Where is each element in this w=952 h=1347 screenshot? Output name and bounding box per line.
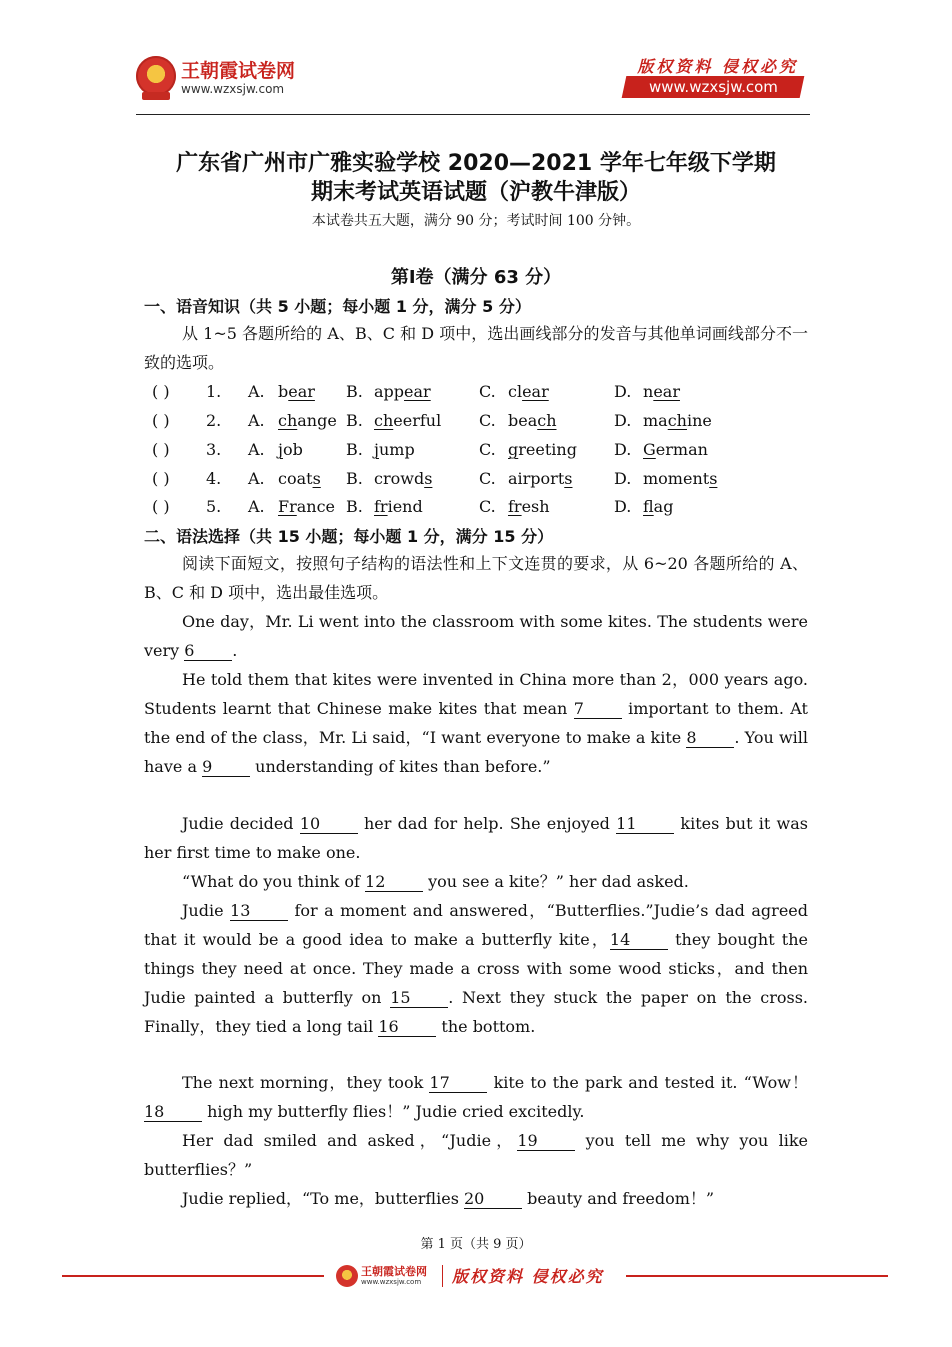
- underlined-part: ear: [288, 382, 315, 401]
- footer-divider: [442, 1265, 443, 1287]
- option-word: jump: [374, 440, 415, 459]
- underlined-part: ch: [667, 411, 687, 430]
- answer-blank: ( ): [152, 469, 170, 488]
- answer-blank: ( ): [152, 382, 170, 401]
- option-letter: A.: [248, 411, 265, 430]
- underlined-part: ch: [537, 411, 557, 430]
- blank-18: 18: [144, 1103, 202, 1122]
- blank-20: 20: [464, 1190, 522, 1209]
- option-letter: D.: [614, 469, 632, 488]
- option-word: flag: [643, 497, 674, 516]
- underlined-part: s: [564, 469, 573, 488]
- option-word: beach: [508, 411, 557, 430]
- underlined-part: j: [278, 440, 283, 459]
- underlined-part: s: [709, 469, 718, 488]
- blank-12: 12: [365, 873, 423, 892]
- option-letter: A.: [248, 469, 265, 488]
- answer-blank: ( ): [152, 497, 170, 516]
- option-word: bear: [278, 382, 315, 401]
- underlined-part: j: [374, 440, 379, 459]
- header-divider: [136, 114, 810, 115]
- section2-instruction: 阅读下面短文，按照句子结构的语法性和上下文连贯的要求，从 6~20 各题所给的 A、B、C 和 D 项中，选出最佳选项。: [144, 554, 808, 602]
- option-word: fresh: [508, 497, 550, 516]
- blank-7: 7: [574, 700, 622, 719]
- underlined-part: ch: [278, 411, 298, 430]
- blank-16: 16: [378, 1018, 436, 1037]
- passage-paragraph: Judie replied，“To me，butterflies 20 beauty and freedom！”: [182, 1189, 715, 1208]
- underlined-part: ear: [404, 382, 431, 401]
- section1-heading: 一、语音知识（共 5 小题；每小题 1 分，满分 5 分）: [144, 297, 531, 316]
- underlined-part: s: [424, 469, 433, 488]
- question-number: 2.: [206, 411, 222, 430]
- phonetics-row: [144, 497, 824, 525]
- blank-19: 19: [517, 1132, 575, 1151]
- footer-line-right: [626, 1275, 888, 1277]
- blank-13: 13: [230, 902, 288, 921]
- footer-brand-url: www.wzxsjw.com: [361, 1278, 422, 1286]
- exam-subtitle: 本试卷共五大题，满分 90 分；考试时间 100 分钟。: [311, 213, 641, 229]
- footer-slogan: 版权资料 侵权必究: [452, 1267, 604, 1286]
- option-letter: A.: [248, 382, 265, 401]
- passage-paragraph: Judie decided 10 her dad for help. She enjoyed 11 kites but it was her first time to make one.: [144, 814, 808, 862]
- passage-paragraph: Her dad smiled and asked，“Judie，19 you tell me why you like butterflies？”: [144, 1131, 808, 1179]
- exam-title-line2: 期末考试英语试题（沪教牛津版）: [310, 180, 641, 205]
- option-letter: B.: [346, 497, 363, 516]
- page-header: [136, 54, 808, 114]
- option-word: job: [278, 440, 303, 459]
- phonetics-row: [144, 440, 824, 468]
- answer-blank: ( ): [152, 411, 170, 430]
- blank-10: 10: [300, 815, 358, 834]
- option-letter: D.: [614, 497, 632, 516]
- option-word: friend: [374, 497, 423, 516]
- underlined-part: s: [312, 469, 321, 488]
- underlined-part: ear: [522, 382, 549, 401]
- url-banner-text: www.wzxsjw.com: [648, 78, 778, 96]
- question-number: 5.: [206, 497, 222, 516]
- blank-17: 17: [429, 1074, 487, 1093]
- underlined-part: ear: [653, 382, 680, 401]
- option-letter: D.: [614, 440, 632, 459]
- passage-paragraph: One day，Mr. Li went into the classroom with some kites. The students were very 6 .: [144, 612, 808, 660]
- footer-seal-icon: [336, 1265, 358, 1287]
- option-letter: A.: [248, 440, 265, 459]
- page-number: 第 1 页（共 9 页）: [420, 1237, 532, 1252]
- underlined-part: g: [508, 440, 519, 459]
- underlined-part: ch: [374, 411, 394, 430]
- blank-15: 15: [390, 989, 448, 1008]
- question-number: 1.: [206, 382, 222, 401]
- blank-8: 8: [686, 729, 734, 748]
- option-word: crowds: [374, 469, 433, 488]
- option-letter: C.: [479, 440, 496, 459]
- underlined-part: fr: [374, 497, 388, 516]
- underlined-part: Fr: [278, 497, 297, 516]
- option-word: moments: [643, 469, 718, 488]
- underlined-part: fr: [508, 497, 522, 516]
- option-word: clear: [508, 382, 549, 401]
- footer-brand-name: 王朝霞试卷网: [361, 1265, 427, 1278]
- blank-9: 9: [202, 758, 250, 777]
- blank-11: 11: [616, 815, 674, 834]
- underlined-part: fl: [643, 497, 654, 516]
- section2-heading: 二、语法选择（共 15 小题；每小题 1 分，满分 15 分）: [144, 527, 554, 546]
- exam-title-line1: 广东省广州市广雅实验学校 2020—2021 学年七年级下学期: [176, 151, 776, 176]
- answer-blank: ( ): [152, 440, 170, 459]
- url-banner: [622, 76, 805, 98]
- question-number: 4.: [206, 469, 222, 488]
- option-letter: B.: [346, 411, 363, 430]
- option-word: appear: [374, 382, 431, 401]
- option-word: airports: [508, 469, 573, 488]
- passage-paragraph: The next morning，they took 17 kite to the park and tested it. “Wow！18 high my butterfly flies！” Judie cried excitedly.: [144, 1073, 808, 1121]
- question-number: 3.: [206, 440, 222, 459]
- option-letter: C.: [479, 469, 496, 488]
- option-letter: A.: [248, 497, 265, 516]
- footer-line-left: [62, 1275, 324, 1277]
- phonetics-row: [144, 411, 824, 439]
- option-word: greeting: [508, 440, 577, 459]
- brand-url: www.wzxsjw.com: [181, 82, 285, 96]
- option-letter: B.: [346, 382, 363, 401]
- option-letter: D.: [614, 382, 632, 401]
- passage-paragraph: Judie 13 for a moment and answered，“Butterflies.”Judie’s dad agreed that it would be a good idea to make a butterfly kite，14 they bought the things they need at once. They made a cross with some wood sticks，and then Judie painted a butterfly on 15 . Next they stuck the paper on the cross. Finally，they tied a long tail 16 the bottom.: [144, 901, 808, 1036]
- option-word: machine: [643, 411, 712, 430]
- option-word: coats: [278, 469, 321, 488]
- brand-seal-icon: [136, 56, 176, 96]
- option-letter: B.: [346, 469, 363, 488]
- option-word: German: [643, 440, 708, 459]
- part-title: 第Ⅰ卷（满分 63 分）: [390, 267, 562, 288]
- option-letter: C.: [479, 411, 496, 430]
- brand-name: 王朝霞试卷网: [181, 60, 296, 82]
- copyright-slogan: 版权资料 侵权必究: [637, 57, 798, 76]
- option-word: near: [643, 382, 680, 401]
- option-letter: C.: [479, 382, 496, 401]
- passage-paragraph: He told them that kites were invented in China more than 2，000 years ago. Students learnt that Chinese make kites that mean 7 important to them. At the end of the class，Mr. Li said，“I want everyone to make a kite 8 . You will have a 9 understanding of kites than before.”: [144, 670, 808, 776]
- option-word: France: [278, 497, 336, 516]
- option-letter: C.: [479, 497, 496, 516]
- option-word: cheerful: [374, 411, 442, 430]
- phonetics-row: [144, 469, 824, 497]
- section1-instruction: 从 1~5 各题所给的 A、B、C 和 D 项中，选出画线部分的发音与其他单词画线部分不一致的选项。: [144, 324, 808, 372]
- option-letter: D.: [614, 411, 632, 430]
- option-word: change: [278, 411, 337, 430]
- option-letter: B.: [346, 440, 363, 459]
- phonetics-row: [144, 382, 824, 410]
- passage-paragraph: “What do you think of 12 you see a kite？” her dad asked.: [182, 872, 689, 891]
- underlined-part: G: [643, 440, 656, 459]
- blank-6: 6: [184, 642, 232, 661]
- blank-14: 14: [610, 931, 668, 950]
